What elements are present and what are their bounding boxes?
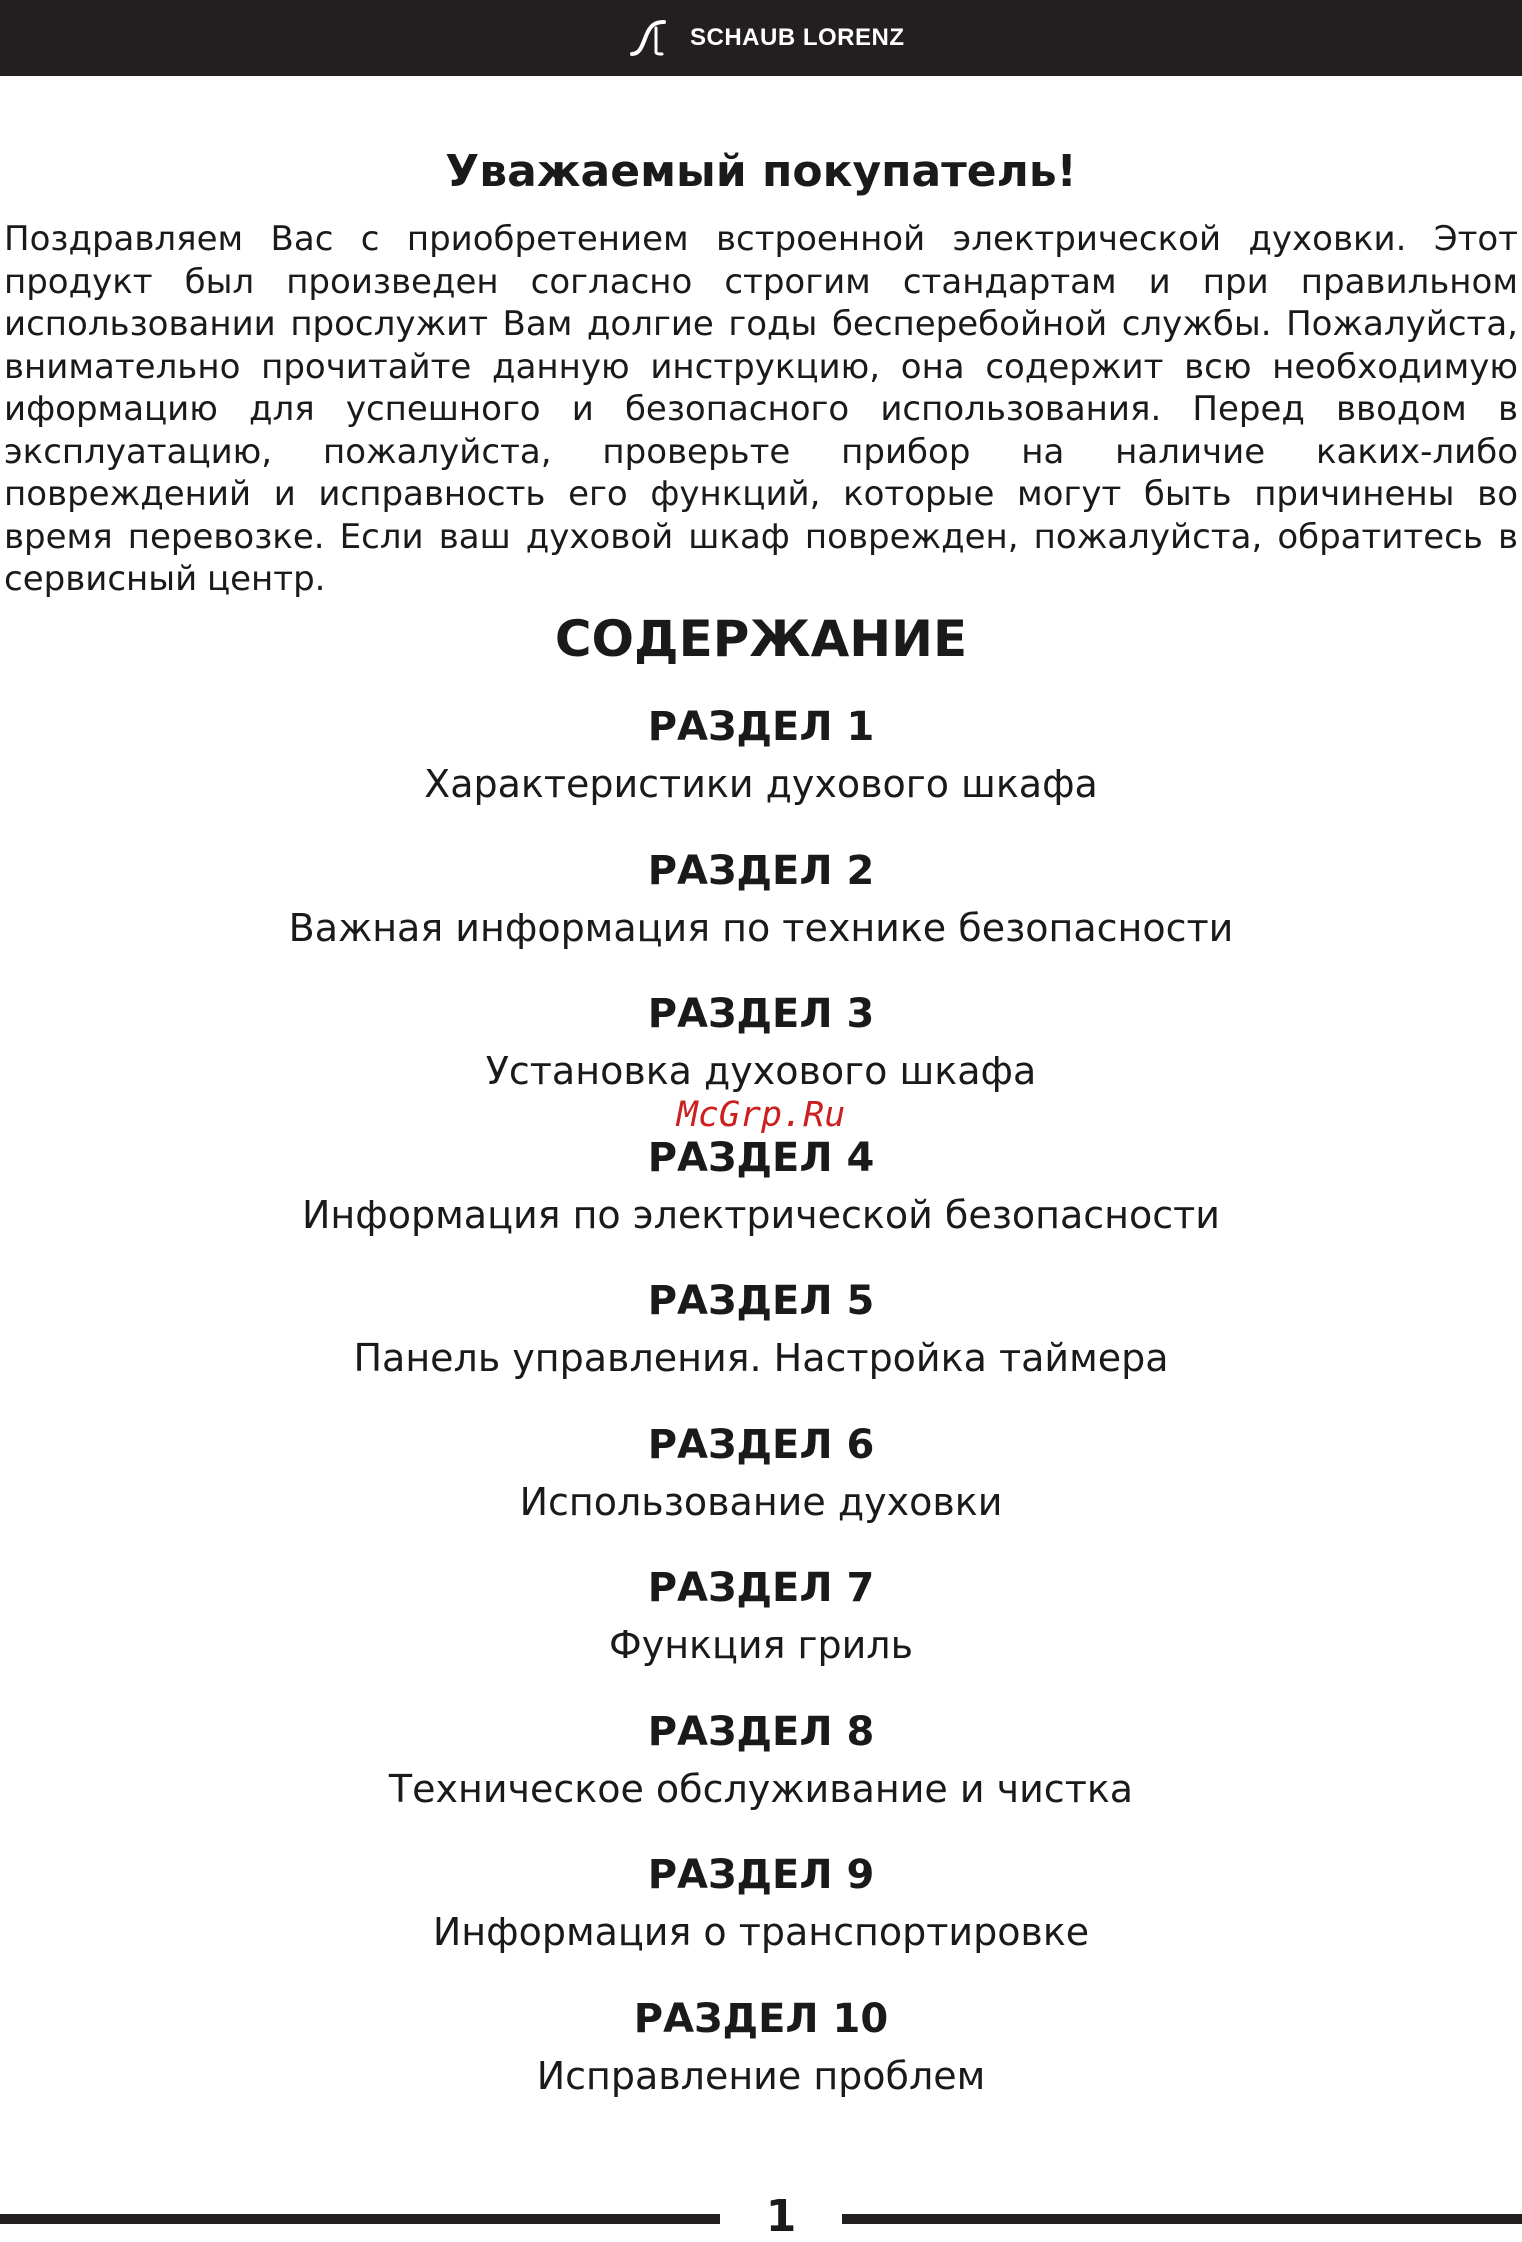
contents-entry [0, 844, 1522, 988]
contents-entry [0, 700, 1522, 844]
section-heading: РАЗДЕЛ 4 [647, 1134, 875, 1181]
schaub-lorenz-logo-icon [626, 18, 686, 58]
section-description: Информация о транспортировке [432, 1910, 1090, 1954]
contents-entry [0, 1848, 1522, 1992]
contents-list [0, 700, 1522, 2135]
footer-rule-left [0, 2214, 720, 2224]
contents-entry [0, 1131, 1522, 1275]
footer-rule-right [842, 2214, 1522, 2224]
section-heading: РАЗДЕЛ 8 [647, 1708, 875, 1755]
section-description: Установка духового шкафа [485, 1049, 1037, 1093]
section-description: Функция гриль [609, 1623, 913, 1667]
section-description: Исправление проблем [536, 2053, 986, 2098]
contents-title: СОДЕРЖАНИЕ [554, 610, 968, 668]
section-heading: РАЗДЕЛ 10 [633, 1995, 889, 2042]
contents-entry [0, 1561, 1522, 1705]
section-description: Информация по электрической безопасности [302, 1192, 1220, 1237]
section-description: Характеристики духового шкафа [424, 762, 1098, 806]
section-heading: РАЗДЕЛ 3 [647, 991, 875, 1037]
contents-entry [0, 1992, 1522, 2136]
section-heading: РАЗДЕЛ 9 [647, 1852, 875, 1898]
intro-paragraph: Поздравляем Вас с приобретением встроенной электрической духовки. Этот продукт был произведен согласно строгим стандартам и при правильном использовании прослужит Вам долгие годы бесперебойной службы. Пожалуйста, внимательно прочитайте данную инструкцию, она содержит всю необходимую иформацию для успешного и безопасного использования. Перед вводом в эксплуатацию, пожалуйста, проверьте прибор на наличие каких-либо повреждений и исправность его функций, которые могут быть причинены во время перевозке. Если ваш духовой шкаф поврежден, пожалуйста, обратитесь в сервисный центр. [4, 219, 1518, 599]
brand [626, 18, 905, 58]
section-heading: РАЗДЕЛ 6 [647, 1421, 875, 1468]
section-description: Панель управления. Настройка таймера [353, 1336, 1169, 1380]
section-heading: РАЗДЕЛ 7 [647, 1565, 875, 1611]
contents-entry [0, 1274, 1522, 1418]
section-description: Использование духовки [519, 1479, 1003, 1524]
section-heading: РАЗДЕЛ 1 [647, 704, 875, 750]
contents-entry [0, 1418, 1522, 1562]
greeting-title: Уважаемый покупатель! [445, 146, 1077, 197]
brand-name: SCHAUB LORENZ [690, 24, 905, 51]
section-heading: РАЗДЕЛ 5 [647, 1278, 875, 1324]
header-bar [0, 0, 1522, 76]
page-number: 1 [765, 2191, 797, 2242]
contents-entry [0, 1705, 1522, 1849]
section-description: Техническое обслуживание и чистка [388, 1766, 1134, 1811]
watermark: McGrp.Ru [676, 1095, 846, 1135]
section-description: Важная информация по технике безопасности [288, 905, 1234, 950]
section-heading: РАЗДЕЛ 2 [647, 847, 875, 894]
